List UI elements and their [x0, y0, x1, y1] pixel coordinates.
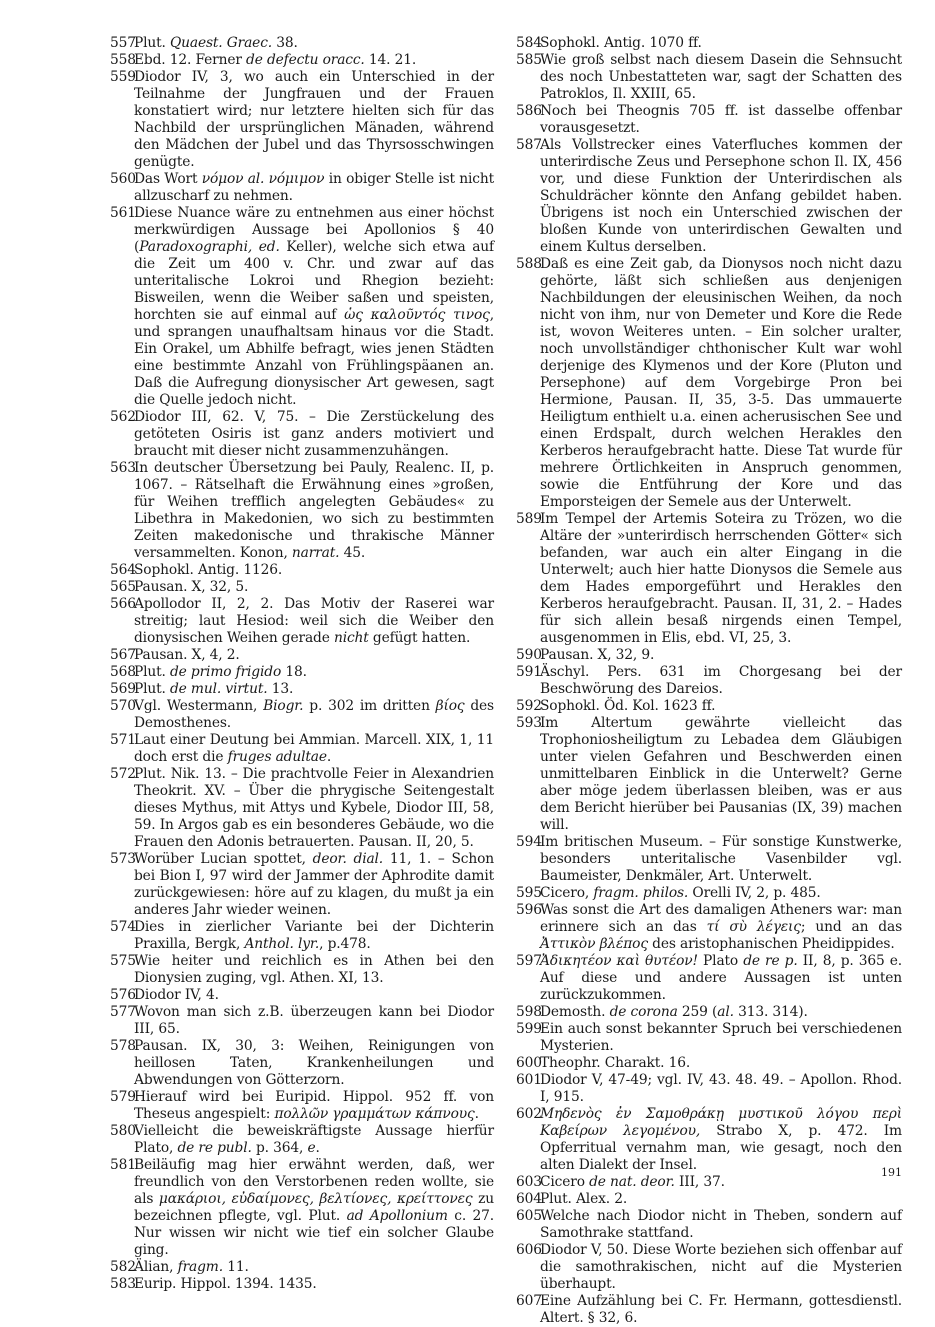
endnote-number: 604 — [516, 1191, 542, 1207]
endnote-text: Diodor IV, 4. — [134, 987, 219, 1003]
endnote-text: Eine Aufzählung bei C. Fr. Hermann, gottesdienstl. Altert. § 32, 6. — [540, 1293, 902, 1326]
endnote-588 — [516, 256, 902, 511]
endnote-text: Im Tempel der Artemis Soteira zu Trözen, wo die Altäre der »unterirdisch herrschenden Götter« sich befanden, war auch ein alter Eingang in die Unterwelt; auch hier hatte Dionysos die Semele aus dem Hades emporgeführt und Herakles den Kerberos heraufgebracht. Pausan. II, 31, 2. – Hades für sich allein besaß nirgends einen Tempel, ausgenommen in Elis, ebd. VI, 25, 3. — [540, 511, 902, 646]
endnote-581 — [110, 1157, 494, 1259]
endnote-number: 563 — [110, 460, 136, 476]
endnote-text: Das Wort νόμον al. νόμιμον in obiger Stelle ist nicht allzuscharf zu nehmen. — [134, 171, 494, 204]
endnote-595 — [516, 885, 902, 902]
endnote-number: 579 — [110, 1089, 136, 1105]
endnote-number: 593 — [516, 715, 542, 731]
endnote-number: 595 — [516, 885, 542, 901]
endnote-number: 558 — [110, 52, 136, 68]
endnote-599 — [516, 1021, 902, 1055]
endnote-604 — [516, 1191, 902, 1208]
endnote-number: 601 — [516, 1072, 542, 1088]
endnote-562 — [110, 409, 494, 460]
endnote-number: 569 — [110, 681, 136, 697]
endnote-number: 565 — [110, 579, 136, 595]
endnote-text: Plut. Nik. 13. – Die prachtvolle Feier in Alexandrien Theokrit. XV. – Über die phrygische Seitengestalt dieses Mythus, mit Attys und Kybele, Diodor III, 58, 59. In Argos gab es ein besonderes Gebäude, wo die Frauen den Adonis betrauerten. Pausan. II, 20, 5. — [134, 766, 494, 850]
endnote-560 — [110, 171, 494, 205]
endnote-566 — [110, 596, 494, 647]
endnote-number: 573 — [110, 851, 136, 867]
endnote-text: Diodor V, 47-49; vgl. IV, 43. 48. 49. – Apollon. Rhod. I, 915. — [540, 1072, 902, 1105]
endnote-text: Wie groß selbst nach diesem Dasein die Sehnsucht des noch Unbestatteten war, sagt der Schatten des Patroklos, Il. XXIII, 65. — [540, 52, 902, 102]
endnote-606 — [516, 1242, 902, 1293]
endnote-text: Was sonst die Art des damaligen Atheners war: man erinnere sich an das τί σὺ λέγεις; und an das Ἀττικὸν βλέπος des aristophanischen Pheidippides. — [540, 902, 902, 952]
endnote-587 — [516, 137, 902, 256]
endnote-number: 566 — [110, 596, 136, 612]
endnote-text: Pausan. IX, 30, 3: Weihen, Reinigungen von heillosen Taten, Krankenheilungen und Abwendungen von Götterzorn. — [134, 1038, 494, 1088]
endnote-589 — [516, 511, 902, 647]
endnote-number: 599 — [516, 1021, 542, 1037]
endnote-number: 607 — [516, 1293, 542, 1309]
endnote-text: In deutscher Übersetzung bei Pauly, Realenc. II, p. 1067. – Rätselhaft die Erwähnung eines »großen, für Weihen trefflich angelegten Gebäudes« zu Libethra in Makedonien, wo sich zu bestimmten Zeiten makedonische und thrakische Männer versammelten. Konon, narrat. 45. — [134, 460, 494, 561]
endnote-564 — [110, 562, 494, 579]
endnote-number: 576 — [110, 987, 136, 1003]
endnote-text: Pausan. X, 32, 9. — [540, 647, 655, 663]
endnote-582 — [110, 1259, 494, 1276]
endnote-607 — [516, 1293, 902, 1327]
endnote-number: 568 — [110, 664, 136, 680]
endnote-579 — [110, 1089, 494, 1123]
endnote-text: Laut einer Deutung bei Ammian. Marcell. XIX, 1, 11 doch erst die fruges adultae. — [134, 732, 494, 765]
endnote-number: 596 — [516, 902, 542, 918]
endnote-596 — [516, 902, 902, 953]
endnote-number: 586 — [516, 103, 542, 119]
endnote-number: 581 — [110, 1157, 136, 1173]
endnote-text: Μηδενὸς ἐν Σαμοθράκῃ μυστικοῦ λόγου περὶ Καβείρων λεγομένου, Strabo X, p. 472. Im Opferritual vernahm man, wie gesagt, noch den alten Dialekt der Insel. — [540, 1106, 902, 1173]
endnote-text: Wovon man sich z.B. überzeugen kann bei Diodor III, 65. — [134, 1004, 494, 1037]
endnote-number: 561 — [110, 205, 136, 221]
endnote-600 — [516, 1055, 902, 1072]
endnote-text: Im britischen Museum. – Für sonstige Kunstwerke, besonders unteritalische Vasenbilder vgl. Baumeister, Denkmäler, Art. Unterwelt. — [540, 834, 902, 884]
endnote-568 — [110, 664, 494, 681]
endnote-number: 584 — [516, 35, 542, 51]
endnote-text: Diodor III, 62. V, 75. – Die Zerstückelung des getöteten Osiris ist ganz anders motiviert und braucht mit dieser nicht zusammenzuhängen. — [134, 409, 494, 459]
endnote-591 — [516, 664, 902, 698]
endnote-text: Eurip. Hippol. 1394. 1435. — [134, 1276, 317, 1292]
endnote-text: Wie heiter und reichlich es in Athen bei den Dionysien zuging, vgl. Athen. XI, 13. — [134, 953, 494, 986]
endnote-text: Demosth. de corona 259 (al. 313. 314). — [540, 1004, 808, 1020]
endnote-text: Diodor V, 50. Diese Worte beziehen sich offenbar auf die samothrakischen, nicht auf die Mysterien überhaupt. — [540, 1242, 902, 1292]
endnote-number: 582 — [110, 1259, 136, 1275]
endnote-text: Plut. de mul. virtut. 13. — [134, 681, 294, 697]
endnote-number: 564 — [110, 562, 136, 578]
endnote-number: 589 — [516, 511, 542, 527]
endnote-number: 575 — [110, 953, 136, 969]
endnote-586 — [516, 103, 902, 137]
endnote-576 — [110, 987, 494, 1004]
endnote-text: Plut. de primo frigido 18. — [134, 664, 307, 680]
endnote-text: Sophokl. Antig. 1126. — [134, 562, 283, 578]
endnote-584 — [516, 35, 902, 52]
endnote-557 — [110, 35, 494, 52]
endnote-number: 591 — [516, 664, 542, 680]
endnote-text: Plut. Alex. 2. — [540, 1191, 628, 1207]
endnote-number: 606 — [516, 1242, 542, 1258]
endnote-number: 585 — [516, 52, 542, 68]
endnote-574 — [110, 919, 494, 953]
endnote-601 — [516, 1072, 902, 1106]
endnote-585 — [516, 52, 902, 103]
endnote-583 — [110, 1276, 494, 1293]
endnote-text: Hierauf wird bei Euripid. Hippol. 952 ff. von Theseus angespielt: πολλῶν γραμμάτων κάπνους. — [134, 1089, 494, 1122]
endnote-text: Ebd. 12. Ferner de defectu oracc. 14. 21. — [134, 52, 417, 68]
endnote-number: 600 — [516, 1055, 542, 1071]
endnote-text: Noch bei Theognis 705 ff. ist dasselbe offenbar vorausgesetzt. — [540, 103, 902, 136]
endnote-570 — [110, 698, 494, 732]
endnote-598 — [516, 1004, 902, 1021]
endnote-text: Sophokl. Antig. 1070 ff. — [540, 35, 702, 51]
endnote-text: Diese Nuance wäre zu entnehmen aus einer höchst merkwürdigen Aussage bei Apollonios § 40 (Paradoxographi, ed. Keller), welche sich etwa auf die Zeit um 400 v. Chr. und zwar auf das unteritalische Lokroi und Rhegion bezieht: Bisweilen, wenn die Weiber saßen und speisten, horchten sie auf einmal auf ὡς καλοῦντός τινος, und sprangen unaufhaltsam hinaus vor die Stadt. Ein Orakel, um Abhilfe befragt, wies jenen Städten eine bestimmte Anzahl von Frühlingspäanen an. Daß die Aufregung dionysischer Art gewesen, sagt die Quelle jedoch nicht. — [134, 205, 494, 408]
endnote-580 — [110, 1123, 494, 1157]
endnote-number: 578 — [110, 1038, 136, 1054]
endnote-number: 594 — [516, 834, 542, 850]
endnote-590 — [516, 647, 902, 664]
endnote-number: 592 — [516, 698, 542, 714]
endnote-text: Pausan. X, 32, 5. — [134, 579, 249, 595]
endnote-number: 562 — [110, 409, 136, 425]
endnote-597 — [516, 953, 902, 1004]
endnote-561 — [110, 205, 494, 409]
endnote-number: 602 — [516, 1106, 542, 1122]
endnote-number: 574 — [110, 919, 136, 935]
endnote-594 — [516, 834, 902, 885]
endnote-text: Plut. Quaest. Graec. 38. — [134, 35, 298, 51]
endnote-text: Welche nach Diodor nicht in Theben, sondern auf Samothrake stattfand. — [540, 1208, 902, 1241]
endnote-text: Ein auch sonst bekannter Spruch bei verschiedenen Mysterien. — [540, 1021, 902, 1054]
endnote-559 — [110, 69, 494, 171]
endnote-number: 557 — [110, 35, 136, 51]
endnote-text: Cicero, fragm. philos. Orelli IV, 2, p. 485. — [540, 885, 821, 901]
endnote-text: Ἀδικητέον καὶ θυτέον! Plato de re p. II, 8, p. 365 e. Auf diese und andere Aussagen ist unten zurückzukommen. — [540, 953, 903, 1003]
endnote-575 — [110, 953, 494, 987]
endnote-text: Vgl. Westermann, Biogr. p. 302 im dritten βίος des Demosthenes. — [134, 698, 494, 731]
endnote-number: 559 — [110, 69, 136, 85]
page-number: 191 — [881, 1166, 902, 1179]
endnote-text: Daß es eine Zeit gab, da Dionysos noch nicht dazu gehörte, läßt sich schließen aus denjenigen Nachbildungen der eleusinischen Weihen, da noch nicht von ihm, nur von Demeter und Kore die Rede ist, wovon Weiteres unten. – Ein solcher uralter, noch unvollständiger chthonischer Kult war wohl derjenige des Klymenos und der Kore (Pluton und Persephone) auf dem Vorgebirge Pron bei Hermione, Pausan. II, 35, 3-5. Das ummauerte Heiligtum enthielt u.a. einen acherusischen See und einen Erdspalt, durch welchen Herakles den Kerberos heraufgebracht hatte. Diese Tat wurde für mehrere Örtlichkeiten in Anspruch genommen, sowie die Entführung der Kore und das Emporsteigen der Semele aus der Unterwelt. — [540, 256, 902, 510]
endnote-text: Äschyl. Pers. 631 im Chorgesang bei der Beschwörung des Dareios. — [540, 664, 902, 697]
endnote-text: Apollodor II, 2, 2. Das Motiv der Raserei war streitig; laut Hesiod: weil sich die Weiber den dionysischen Weihen gerade nicht gefügt hatten. — [134, 596, 494, 646]
endnote-573 — [110, 851, 494, 919]
left-notes-column — [110, 35, 494, 1293]
endnote-572 — [110, 766, 494, 851]
endnote-592 — [516, 698, 902, 715]
endnote-593 — [516, 715, 902, 834]
endnote-number: 597 — [516, 953, 542, 969]
endnote-number: 605 — [516, 1208, 542, 1224]
endnote-text: Diodor IV, 3, wo auch ein Unterschied in der Teilnahme der Jungfrauen und der Frauen konstatiert wird; nur letztere hielten sich für das Nachbild der ursprünglichen Mänaden, während den Mädchen der Jubel und das Thyrsosschwingen genügte. — [134, 69, 494, 170]
endnote-text: Theophr. Charakt. 16. — [540, 1055, 691, 1071]
endnote-569 — [110, 681, 494, 698]
endnote-578 — [110, 1038, 494, 1089]
endnote-text: Dies in zierlicher Variante bei der Dichterin Praxilla, Bergk, Anthol. lyr., p.478. — [134, 919, 494, 952]
endnote-text: Cicero de nat. deor. III, 37. — [540, 1174, 725, 1190]
endnote-number: 567 — [110, 647, 136, 663]
endnote-text: Als Vollstrecker eines Vaterfluches kommen der unterirdische Zeus und Persephone schon Il. IX, 456 vor, und diese Funktion der Unterirdischen als Schuldrächer könnte den Anfang gebildet haben. Übrigens ist noch ein Unterschied zwischen der bloßen Kunde von unterirdischen Gewalten und einem Kultus derselben. — [540, 137, 902, 255]
endnote-text: Beiläufig mag hier erwähnt werden, daß, wer freundlich von den Verstorbenen reden wollte, sie als μακάριοι, εὐδαίμονες, βελτίονες, κρείττονες zu bezeichnen pflegte, vgl. Plut. ad Apollonium c. 27. Nur wissen wir nicht wie tief ein solcher Glaube ging. — [134, 1157, 494, 1258]
endnote-number: 603 — [516, 1174, 542, 1190]
endnote-text: Pausan. X, 4, 2. — [134, 647, 240, 663]
endnote-text: Sophokl. Öd. Kol. 1623 ff. — [540, 698, 716, 714]
endnote-558 — [110, 52, 494, 69]
endnote-602 — [516, 1106, 902, 1174]
endnote-563 — [110, 460, 494, 562]
endnote-605 — [516, 1208, 902, 1242]
endnote-571 — [110, 732, 494, 766]
endnote-number: 580 — [110, 1123, 136, 1139]
right-notes-column — [516, 35, 902, 1327]
endnote-text: Vielleicht die beweiskräftigste Aussage hierfür Plato, de re publ. p. 364, e. — [134, 1123, 494, 1156]
endnote-577 — [110, 1004, 494, 1038]
endnote-number: 572 — [110, 766, 136, 782]
endnote-text: Worüber Lucian spottet, deor. dial. 11, 1. – Schon bei Bion I, 97 wird der Jammer der Aphrodite damit zurückgewiesen: höre auf zu klagen, du mußt ja ein anderes Jahr wieder weinen. — [134, 851, 494, 918]
endnote-number: 587 — [516, 137, 542, 153]
endnote-number: 598 — [516, 1004, 542, 1020]
endnote-number: 560 — [110, 171, 136, 187]
endnote-603 — [516, 1174, 902, 1191]
endnote-number: 570 — [110, 698, 136, 714]
endnote-number: 588 — [516, 256, 542, 272]
endnote-number: 571 — [110, 732, 136, 748]
endnote-567 — [110, 647, 494, 664]
endnote-number: 583 — [110, 1276, 136, 1292]
endnote-number: 590 — [516, 647, 542, 663]
endnote-565 — [110, 579, 494, 596]
endnote-text: Im Altertum gewährte vielleicht das Trophoniosheiligtum zu Lebadea dem Gläubigen unter vielen Gefahren und Beschwerden einen unmittelbaren Einblick in die Unterwelt? Gerne aber möge jedem überlassen bleiben, was er aus dem Bericht hierüber bei Pausanias (IX, 39) machen will. — [540, 715, 902, 833]
endnote-text: Älian, fragm. 11. — [134, 1259, 249, 1275]
endnote-number: 577 — [110, 1004, 136, 1020]
